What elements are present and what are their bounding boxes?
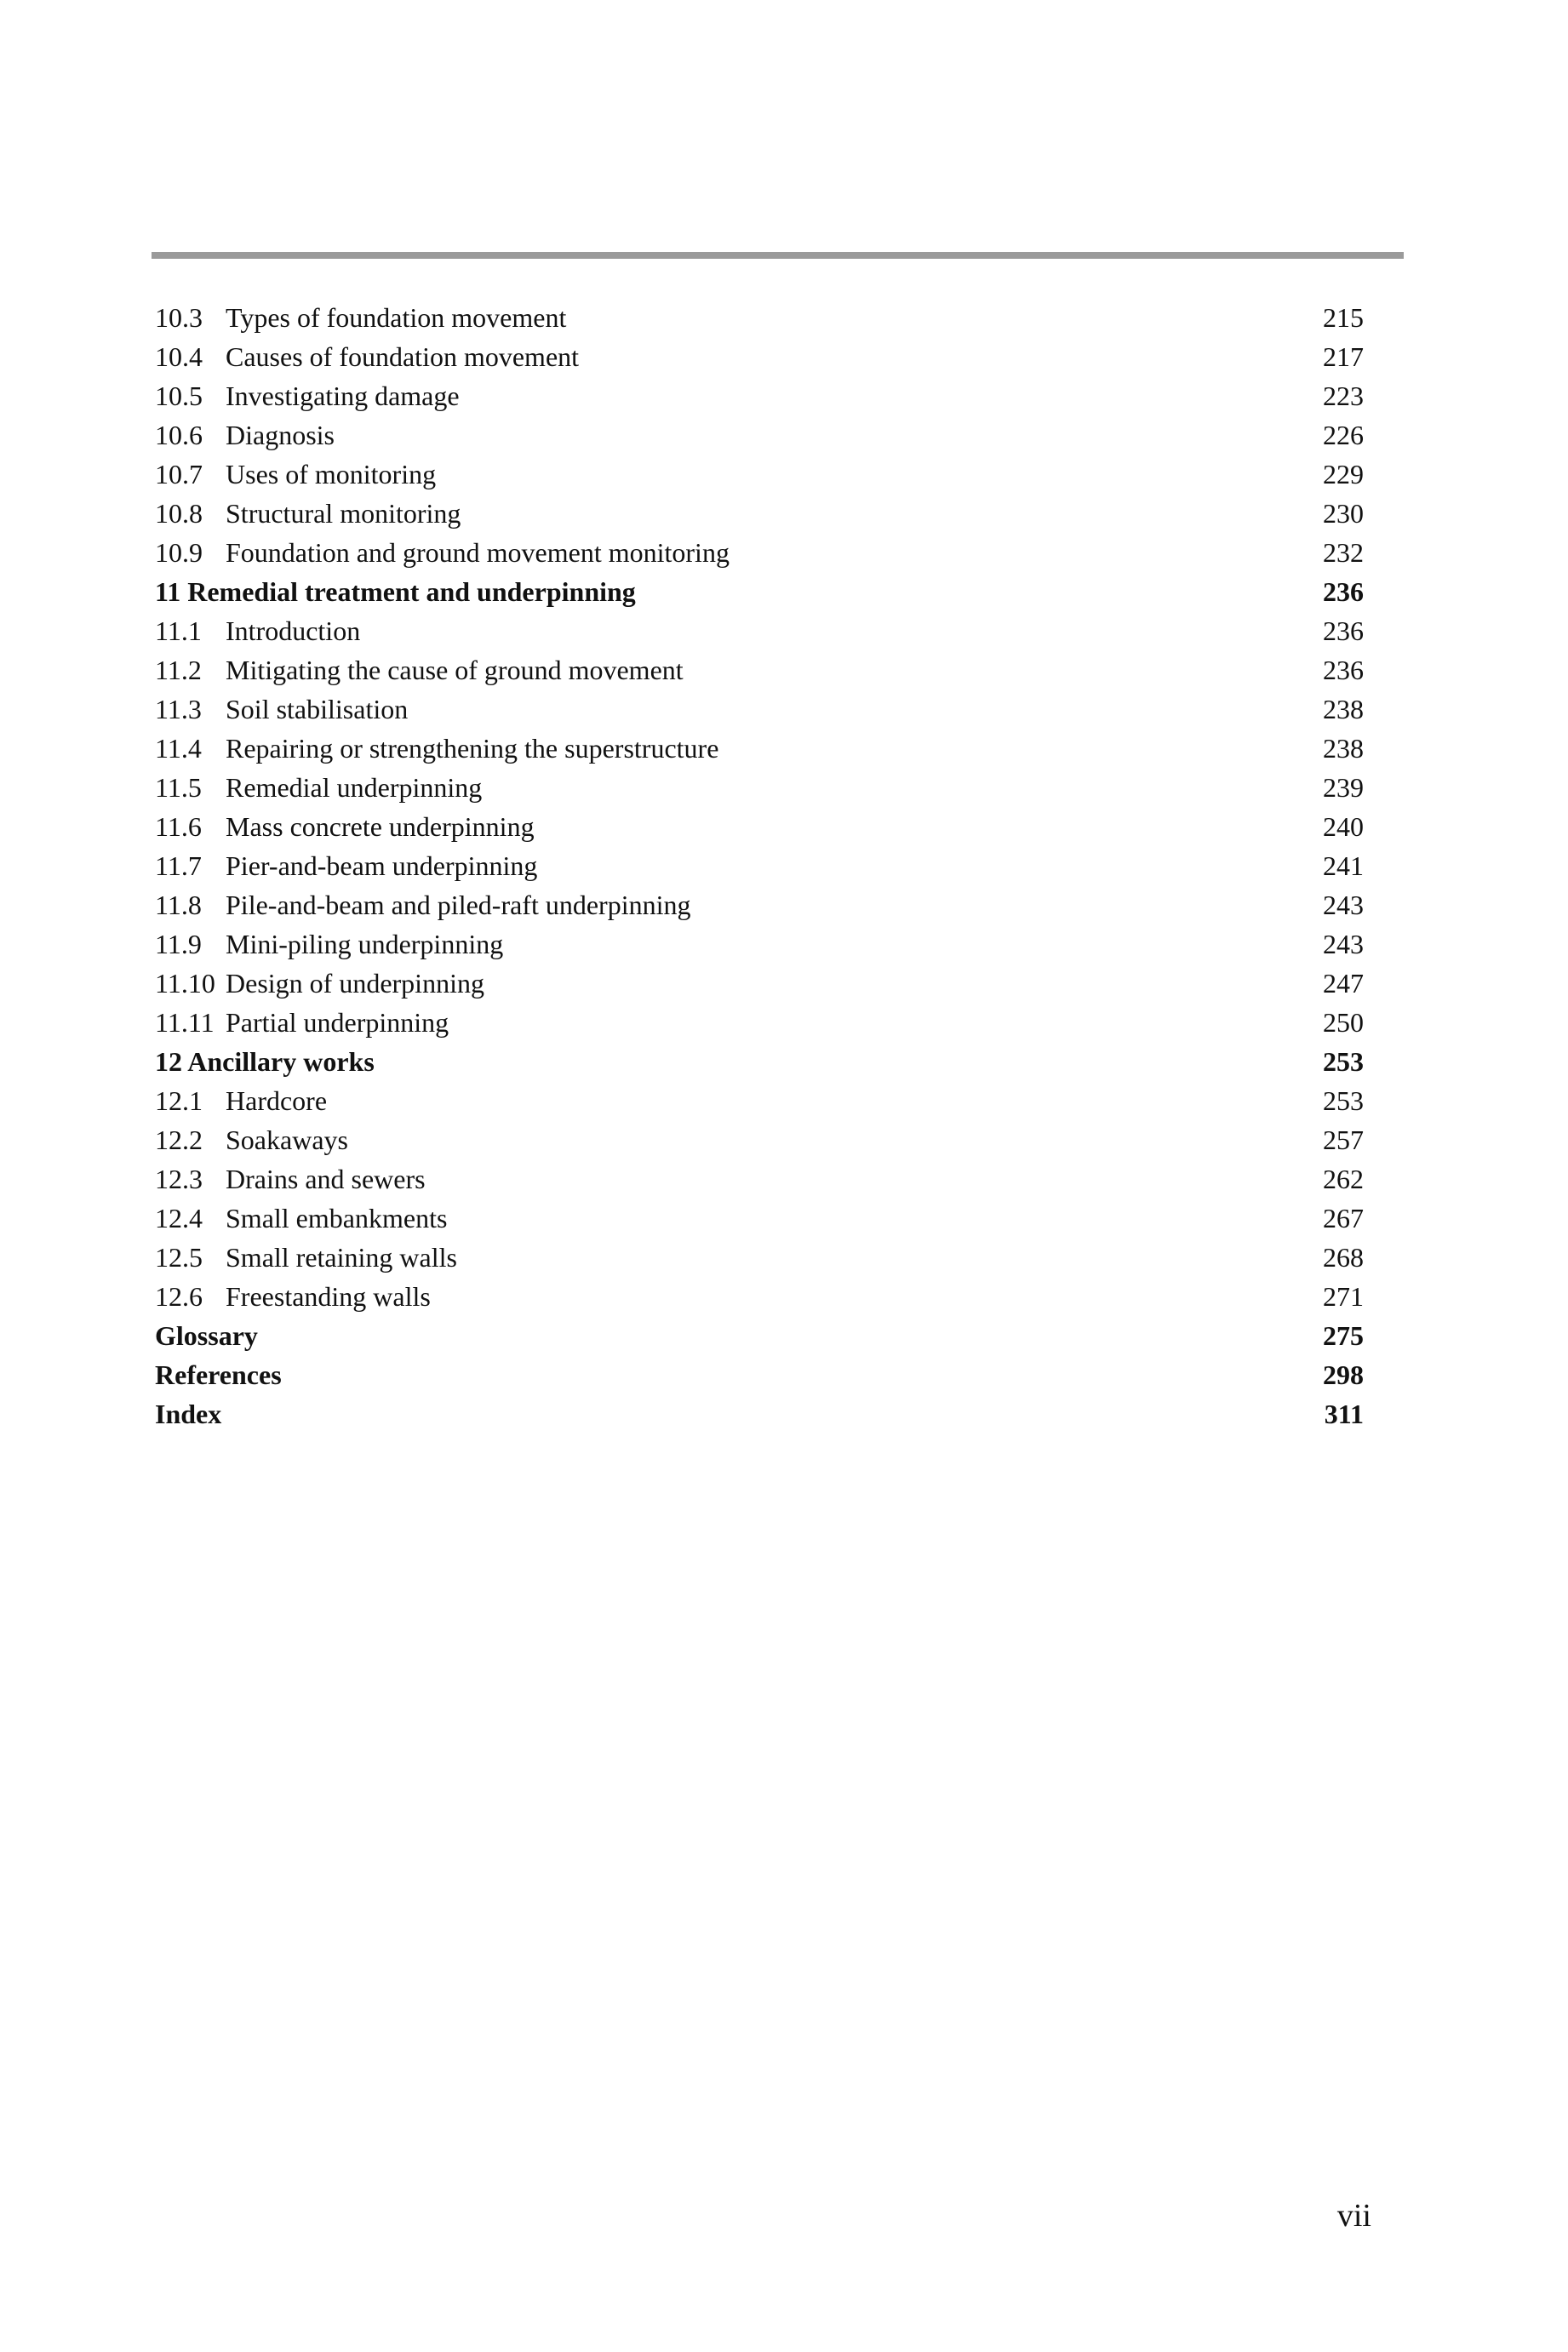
toc-entry-page: 226	[1323, 420, 1364, 450]
toc-entry-page: 217	[1323, 341, 1364, 372]
page-number: vii	[1336, 2198, 1371, 2234]
toc-entry	[155, 533, 1364, 572]
toc-entry-number: 10.7	[155, 459, 203, 489]
toc-entry	[155, 690, 1364, 729]
toc-entry-page: 262	[1323, 1164, 1364, 1194]
toc-entry-title: References	[155, 1359, 282, 1390]
toc-entry-number: 10.5	[155, 381, 203, 411]
toc-entry	[155, 846, 1364, 885]
toc-entry-title: Structural monitoring	[226, 498, 461, 529]
toc-entry	[155, 924, 1364, 964]
toc-entry-title: Repairing or strengthening the superstructure	[226, 733, 719, 764]
toc-entry-title: Diagnosis	[226, 420, 335, 450]
toc-entry-title: 11 Remedial treatment and underpinning	[155, 576, 636, 607]
toc-entry-number: 10.8	[155, 498, 203, 529]
toc-entry-title: 12 Ancillary works	[155, 1046, 375, 1077]
toc-entry-title: Mini-piling underpinning	[226, 929, 504, 959]
toc-entry-page: 268	[1323, 1242, 1364, 1273]
toc-entry-page: 253	[1323, 1085, 1364, 1116]
toc-entry	[155, 729, 1364, 768]
toc-entry-title: Types of foundation movement	[226, 302, 567, 333]
toc-entry-number: 10.6	[155, 420, 203, 450]
toc-entry-page: 243	[1323, 929, 1364, 959]
toc-entry-page: 232	[1323, 537, 1364, 568]
toc-entry-number: 10.4	[155, 341, 203, 372]
toc-entry-title: Causes of foundation movement	[226, 341, 580, 372]
toc-entry-page: 230	[1323, 498, 1364, 529]
toc-entry	[155, 1199, 1364, 1238]
toc-entry-page: 236	[1323, 655, 1364, 685]
toc-entry-page: 239	[1323, 772, 1364, 803]
toc-entry	[155, 1003, 1364, 1042]
toc-entry	[155, 964, 1364, 1003]
toc-entry-number: 11.5	[155, 772, 202, 803]
toc-entry-title: Pier-and-beam underpinning	[226, 850, 538, 881]
toc-entry	[155, 455, 1364, 494]
toc-entry-title: Freestanding walls	[226, 1281, 431, 1312]
toc-heading-entry	[155, 1355, 1364, 1394]
toc-entry	[155, 298, 1364, 337]
toc-entry-number: 12.4	[155, 1203, 203, 1233]
toc-entry	[155, 768, 1364, 807]
toc-entry-title: Mitigating the cause of ground movement	[226, 655, 684, 685]
toc-entry-page: 267	[1323, 1203, 1364, 1233]
table-of-contents	[155, 298, 1364, 1434]
toc-entry-title: Design of underpinning	[226, 968, 484, 999]
toc-entry-number: 10.9	[155, 537, 203, 568]
toc-entry-page: 253	[1323, 1046, 1364, 1077]
toc-entry	[155, 807, 1364, 846]
toc-entry	[155, 650, 1364, 690]
toc-entry-page: 236	[1323, 615, 1364, 646]
toc-entry-page: 238	[1323, 733, 1364, 764]
toc-entry-page: 229	[1323, 459, 1364, 489]
toc-entry-page: 271	[1323, 1281, 1364, 1312]
toc-entry	[155, 885, 1364, 924]
toc-entry	[155, 415, 1364, 455]
toc-entry	[155, 1277, 1364, 1316]
toc-entry-title: Soil stabilisation	[226, 694, 409, 724]
toc-entry-page: 250	[1323, 1007, 1364, 1038]
toc-entry-page: 298	[1323, 1359, 1364, 1390]
toc-entry-title: Foundation and ground movement monitoring	[226, 537, 730, 568]
header-rule	[152, 252, 1404, 259]
toc-entry	[155, 337, 1364, 376]
toc-entry-number: 11.3	[155, 694, 202, 724]
toc-entry-page: 223	[1323, 381, 1364, 411]
toc-entry-page: 240	[1323, 811, 1364, 842]
toc-entry-title: Remedial underpinning	[226, 772, 483, 803]
toc-entry-page: 275	[1323, 1320, 1364, 1351]
toc-entry-page: 247	[1323, 968, 1364, 999]
toc-entry-title: Mass concrete underpinning	[226, 811, 535, 842]
toc-entry-page: 238	[1323, 694, 1364, 724]
toc-entry-number: 11.8	[155, 890, 202, 920]
toc-heading-entry	[155, 1042, 1364, 1081]
toc-entry	[155, 611, 1364, 650]
toc-heading-entry	[155, 1394, 1364, 1434]
toc-entry-title: Drains and sewers	[226, 1164, 426, 1194]
toc-entry-number: 10.3	[155, 302, 203, 333]
toc-entry-number: 11.10	[155, 968, 215, 999]
toc-entry-title: Introduction	[226, 615, 361, 646]
toc-entry	[155, 494, 1364, 533]
toc-entry-number: 11.7	[155, 850, 202, 881]
toc-entry-page: 257	[1323, 1124, 1364, 1155]
toc-entry-title: Pile-and-beam and piled-raft underpinning	[226, 890, 691, 920]
toc-entry-number: 12.5	[155, 1242, 203, 1273]
toc-entry-title: Soakaways	[226, 1124, 348, 1155]
toc-entry	[155, 376, 1364, 415]
toc-entry-number: 11.1	[155, 615, 202, 646]
toc-entry-title: Investigating damage	[226, 381, 460, 411]
toc-entry-page: 236	[1323, 576, 1364, 607]
toc-heading-entry	[155, 572, 1364, 611]
toc-entry-number: 11.2	[155, 655, 202, 685]
toc-entry-number: 12.2	[155, 1124, 203, 1155]
toc-entry-title: Glossary	[155, 1320, 258, 1351]
toc-entry-page: 311	[1324, 1399, 1364, 1429]
toc-entry	[155, 1159, 1364, 1199]
toc-entry-number: 11.6	[155, 811, 202, 842]
toc-entry	[155, 1081, 1364, 1120]
toc-entry	[155, 1120, 1364, 1159]
toc-entry-title: Partial underpinning	[226, 1007, 449, 1038]
toc-entry-number: 12.3	[155, 1164, 203, 1194]
toc-entry-title: Uses of monitoring	[226, 459, 437, 489]
toc-heading-entry	[155, 1316, 1364, 1355]
toc-entry-title: Index	[155, 1399, 222, 1429]
toc-entry-title: Small embankments	[226, 1203, 448, 1233]
toc-entry-title: Hardcore	[226, 1085, 328, 1116]
toc-entry-number: 11.11	[155, 1007, 215, 1038]
toc-entry-number: 11.4	[155, 733, 202, 764]
toc-entry-page: 241	[1323, 850, 1364, 881]
toc-entry-title: Small retaining walls	[226, 1242, 457, 1273]
toc-entry-page: 215	[1323, 302, 1364, 333]
toc-entry-number: 11.9	[155, 929, 202, 959]
toc-entry-page: 243	[1323, 890, 1364, 920]
toc-entry	[155, 1238, 1364, 1277]
toc-entry-number: 12.6	[155, 1281, 203, 1312]
toc-entry-number: 12.1	[155, 1085, 203, 1116]
